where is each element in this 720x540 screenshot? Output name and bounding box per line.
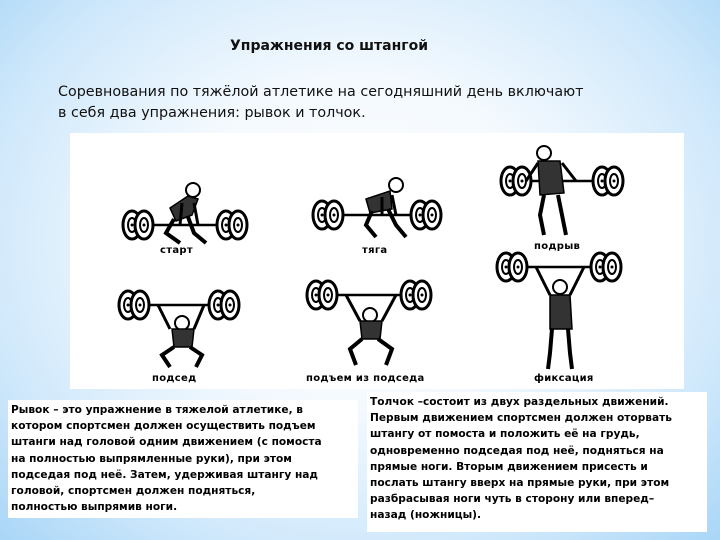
slide-title: Упражнения со штангой <box>230 38 429 54</box>
intro-line-2: в себя два упражнения: рывок и толчок. <box>58 105 366 121</box>
clean-jerk-line: послать штангу вверх на прямые руки, при этом <box>370 477 670 490</box>
intro-line-1: Соревнования по тяжёлой атлетике на сегодняшний день включают <box>58 84 584 100</box>
clean-jerk-line: штангу от помоста и положить её на грудь, <box>370 428 640 441</box>
clean-jerk-line: одновременно подседая под неё, подняться на <box>370 444 664 457</box>
label-explosion: подрыв <box>534 241 581 252</box>
label-squat: подсед <box>152 373 197 384</box>
lifter-start <box>123 183 247 243</box>
label-fixation: фиксация <box>534 373 594 384</box>
snatch-line: подседая под неё. Затем, удерживая штангу над <box>11 468 318 481</box>
lifter-rise <box>307 281 431 365</box>
snatch-line: котором спортсмен должен осуществить подъем <box>11 420 316 433</box>
snatch-line: Рывок – это упражнение в тяжелой атлетике, в <box>11 404 303 416</box>
label-pull: тяга <box>362 245 388 256</box>
weightlifting-figure <box>70 133 684 389</box>
clean-jerk-description <box>367 392 707 532</box>
clean-jerk-line: разбрасывая ноги чуть в сторону или вперед– <box>370 493 655 506</box>
intro-text <box>58 82 658 124</box>
clean-jerk-line: назад (ножницы). <box>370 509 482 522</box>
clean-jerk-line: Первым движением спортсмен должен оторвать <box>370 412 672 425</box>
clean-jerk-line: Толчок –состоит из двух раздельных движений. <box>370 396 669 408</box>
snatch-line: полностью выпрямив ноги. <box>11 501 178 514</box>
snatch-description <box>8 400 358 518</box>
lifter-fixation <box>497 253 621 369</box>
lifter-explosion <box>501 146 623 235</box>
lifter-squat <box>119 291 239 367</box>
snatch-line: на полностью выпрямленные руки), при этом <box>11 452 292 465</box>
label-rise: подъем из подседа <box>306 373 425 384</box>
weightlifting-illustration <box>70 133 684 389</box>
clean-jerk-line: прямые ноги. Вторым движением присесть и <box>370 460 648 473</box>
snatch-line: штанги над головой одним движением (с помоста <box>11 436 322 449</box>
lifter-pull <box>313 178 442 237</box>
snatch-line: головой, спортсмен должен подняться, <box>11 485 256 498</box>
label-start: старт <box>160 245 193 256</box>
